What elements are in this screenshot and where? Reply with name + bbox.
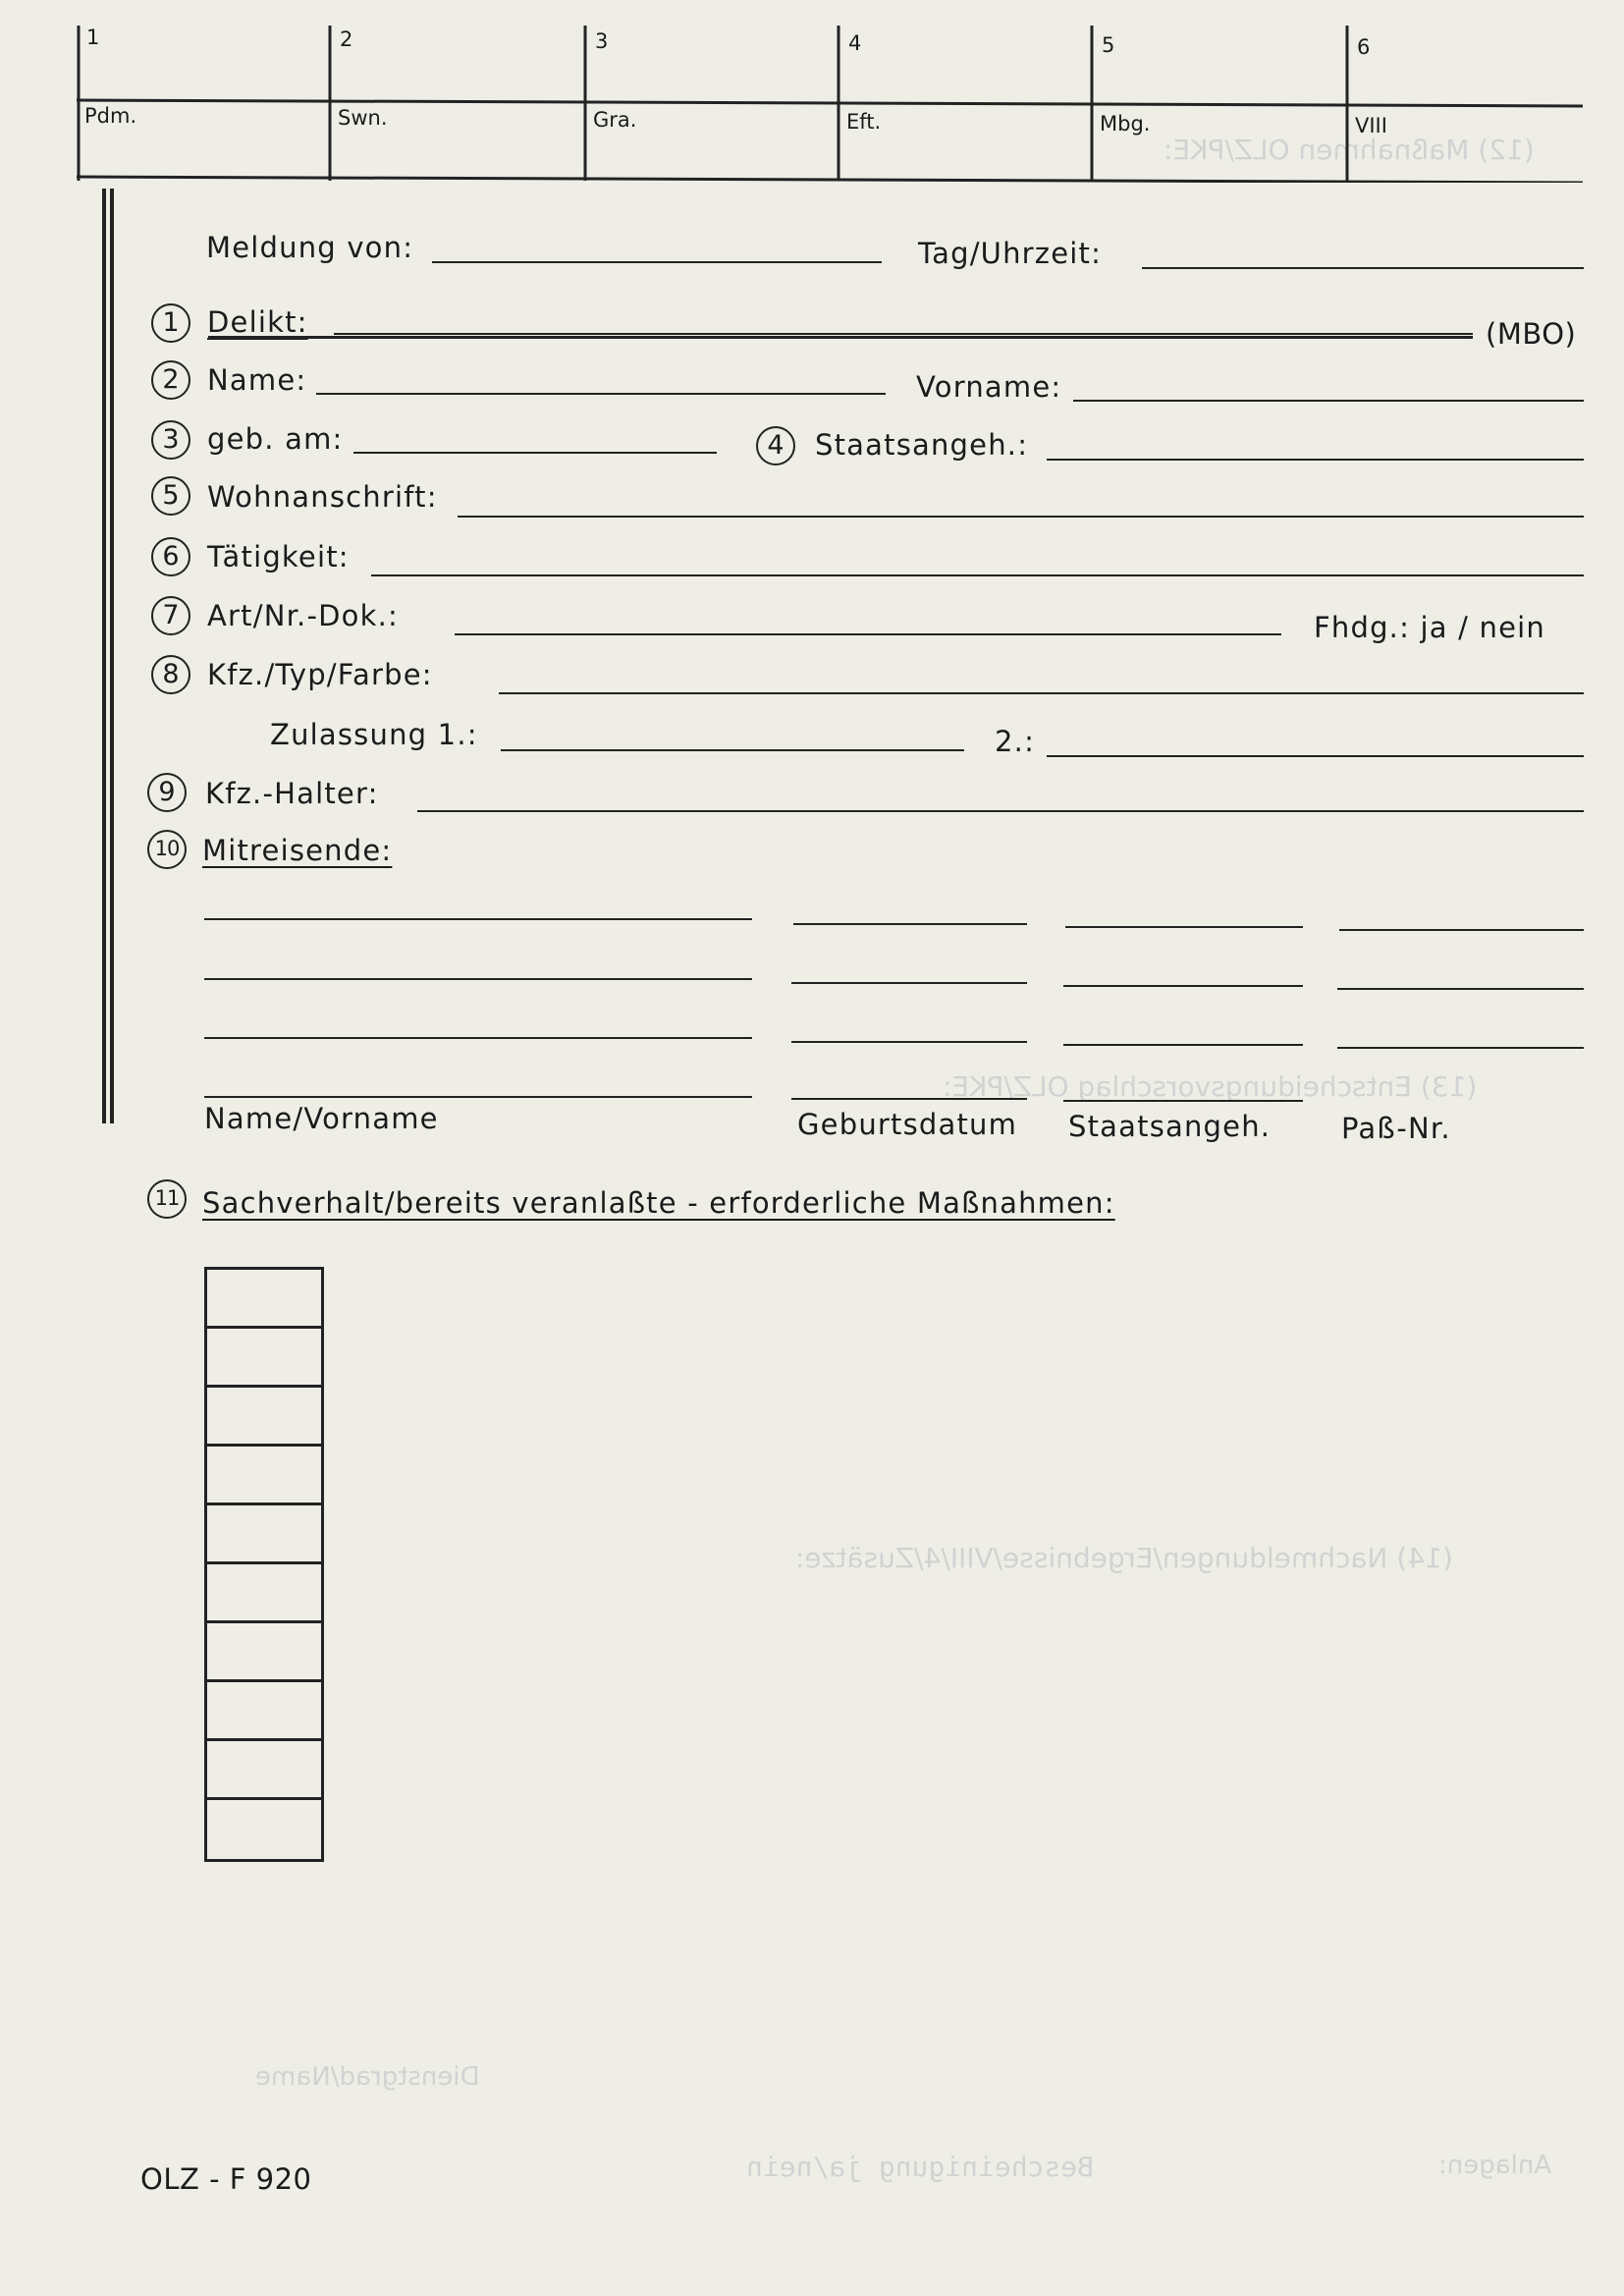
vehicle-label: Kfz./Typ/Farbe: (207, 658, 433, 691)
district-number: 2 (340, 27, 353, 51)
co-traveller-nationality-field[interactable] (1063, 985, 1303, 987)
vehicle-owner-label: Kfz.-Halter: (205, 777, 379, 810)
showthrough-text: (13) Entscheidungsvorschlag OLZ/PKE: (943, 1070, 1478, 1103)
vehicle-owner-field[interactable] (417, 810, 1584, 812)
co-traveller-name-field[interactable] (204, 1037, 752, 1039)
document-field[interactable] (455, 633, 1281, 635)
co-traveller-birthdate-field[interactable] (791, 1041, 1027, 1043)
district-label: Pdm. (84, 104, 137, 128)
nationality-field[interactable] (1047, 459, 1584, 461)
showthrough-text: (12) Maßnahmen OLZ/PKE: (1164, 134, 1535, 166)
facts-measures-label: Sachverhalt/bereits veranlaßte - erforderliche Maßnahmen: (202, 1186, 1115, 1220)
registration-2-field[interactable] (1047, 755, 1584, 757)
showthrough-text: Anlagen: (1438, 2151, 1552, 2180)
district-label: VIII (1355, 114, 1387, 137)
box-cell[interactable] (207, 1800, 321, 1859)
birth-date-label: geb. am: (207, 422, 344, 456)
district-table (77, 26, 1583, 183)
box-cell[interactable] (207, 1623, 321, 1682)
offense-suffix: (MBO) (1486, 317, 1577, 351)
margin-bar (102, 189, 106, 1123)
district-number: 6 (1357, 35, 1371, 59)
offense-underline (208, 336, 1473, 339)
field-number-badge: 10 (147, 830, 187, 869)
nationality-label: Staatsangeh.: (815, 428, 1029, 462)
field-number-badge: 7 (151, 596, 190, 635)
registration-2-label: 2.: (995, 725, 1036, 758)
address-field[interactable] (458, 516, 1584, 518)
box-cell[interactable] (207, 1388, 321, 1447)
field-number-badge: 3 (151, 420, 190, 460)
district-number: 3 (595, 29, 609, 53)
report-from-label: Meldung von: (206, 231, 414, 264)
date-time-field[interactable] (1142, 267, 1584, 269)
district-label: Swn. (338, 106, 388, 130)
date-time-label: Tag/Uhrzeit: (918, 237, 1103, 270)
co-traveller-nationality-field[interactable] (1065, 926, 1303, 928)
co-traveller-birthdate-field[interactable] (791, 982, 1027, 984)
field-number-badge: 4 (756, 426, 795, 465)
column-header-passport: Paß-Nr. (1341, 1112, 1451, 1145)
co-traveller-birthdate-field[interactable] (791, 1098, 1027, 1100)
column-header-birthdate: Geburtsdatum (797, 1108, 1018, 1141)
name-field[interactable] (316, 393, 886, 395)
box-cell[interactable] (207, 1329, 321, 1388)
showthrough-text: Dienstgrad/Name (255, 2062, 480, 2092)
district-number: 5 (1102, 33, 1115, 57)
box-cell[interactable] (207, 1741, 321, 1800)
showthrough-text: (14) Nachmeldungen/Ergebnisse/VIII/4/Zusätze: (795, 1542, 1453, 1574)
box-cell[interactable] (207, 1564, 321, 1623)
showthrough-text: Bescheinigung ja/nein (746, 2151, 1095, 2183)
occupation-label: Tätigkeit: (207, 540, 350, 574)
box-cell[interactable] (207, 1270, 321, 1329)
co-traveller-nationality-field[interactable] (1063, 1044, 1303, 1046)
field-number-badge: 11 (147, 1179, 187, 1219)
co-traveller-name-field[interactable] (204, 978, 752, 980)
district-number: 1 (86, 26, 100, 49)
co-traveller-passport-field[interactable] (1337, 1047, 1584, 1049)
field-number-badge: 9 (147, 773, 187, 812)
margin-bar (110, 189, 114, 1123)
co-traveller-passport-field[interactable] (1337, 988, 1584, 990)
co-traveller-birthdate-field[interactable] (793, 923, 1027, 925)
co-traveller-passport-field[interactable] (1339, 929, 1584, 931)
district-label: Eft. (846, 110, 882, 134)
column-header-name: Name/Vorname (204, 1102, 439, 1135)
occupation-field[interactable] (371, 574, 1584, 576)
co-traveller-name-field[interactable] (204, 918, 752, 920)
offense-label: Delikt: (207, 305, 308, 339)
registration-1-label: Zulassung 1.: (270, 718, 478, 751)
first-name-label: Vorname: (916, 370, 1062, 404)
district-label: Mbg. (1100, 112, 1151, 136)
co-traveller-name-field[interactable] (204, 1096, 752, 1098)
first-name-field[interactable] (1073, 400, 1584, 402)
field-number-badge: 6 (151, 537, 190, 576)
district-number: 4 (848, 31, 862, 55)
vehicle-field[interactable] (499, 692, 1584, 694)
district-label: Gra. (593, 108, 637, 132)
name-label: Name: (207, 363, 307, 397)
box-cell[interactable] (207, 1447, 321, 1505)
field-number-badge: 5 (151, 476, 190, 516)
report-from-field[interactable] (432, 261, 882, 263)
document-label: Art/Nr.-Dok.: (207, 599, 399, 632)
box-cell[interactable] (207, 1505, 321, 1564)
box-cell[interactable] (207, 1682, 321, 1741)
field-number-badge: 1 (151, 303, 190, 343)
checkbox-column (204, 1267, 324, 1862)
co-travellers-label: Mitreisende: (202, 834, 393, 867)
form-id: OLZ - F 920 (140, 2162, 312, 2196)
birth-date-field[interactable] (353, 452, 717, 454)
field-number-badge: 8 (151, 655, 190, 694)
offense-field[interactable] (334, 333, 1473, 335)
column-header-nationality: Staatsangeh. (1068, 1110, 1272, 1143)
address-label: Wohnanschrift: (207, 480, 438, 514)
field-number-badge: 2 (151, 360, 190, 400)
co-traveller-nationality-field[interactable] (1063, 1100, 1303, 1102)
wanted-check-label[interactable]: Fhdg.: ja / nein (1314, 611, 1545, 644)
registration-1-field[interactable] (501, 749, 964, 751)
